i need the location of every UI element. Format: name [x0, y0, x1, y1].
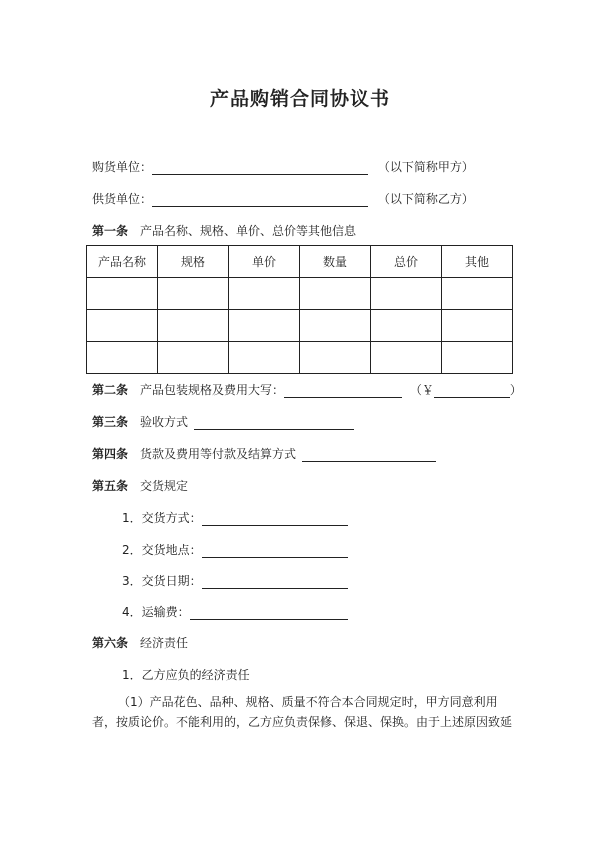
table-row	[87, 342, 513, 374]
buyer-note: （以下简称甲方）	[377, 160, 474, 174]
article-6-paragraph: （1）产品花色、品种、规格、质量不符合本合同规定时，甲方同意利用者，按质论价。不能利用的，乙方应负责保修、保退、保换。由于上述原因致延	[92, 695, 513, 729]
article-5-text: 交货规定	[140, 479, 189, 493]
article-2-paren-close: ）	[509, 383, 522, 397]
delivery-place-blank[interactable]	[202, 543, 348, 558]
delivery-place-field	[122, 541, 348, 558]
delivery-date-blank[interactable]	[202, 574, 348, 589]
table-cell[interactable]	[158, 278, 229, 310]
article-6-text: 经济责任	[140, 636, 189, 650]
delivery-method-field	[122, 509, 348, 526]
product-info-table	[86, 245, 513, 374]
delivery-method-blank[interactable]	[202, 511, 348, 526]
article-1-number: 第一条	[92, 224, 129, 238]
buyer-label: 购货单位：	[92, 160, 153, 174]
table-cell[interactable]	[371, 310, 442, 342]
table-cell[interactable]	[229, 310, 300, 342]
article-4	[92, 445, 436, 462]
article-2-paren-open: （￥	[409, 383, 434, 397]
table-cell[interactable]	[87, 310, 158, 342]
article-2	[92, 381, 522, 398]
table-cell[interactable]	[87, 342, 158, 374]
table-row	[87, 278, 513, 310]
table-header-cell: 数量	[300, 246, 371, 278]
table-cell[interactable]	[300, 310, 371, 342]
table-cell[interactable]	[371, 278, 442, 310]
article-4-text: 货款及费用等付款及结算方式	[140, 447, 297, 461]
table-cell[interactable]	[442, 342, 513, 374]
delivery-date-field	[122, 572, 348, 589]
table-header-cell: 单价	[229, 246, 300, 278]
article-1-text: 产品名称、规格、单价、总价等其他信息	[140, 224, 357, 238]
seller-label: 供货单位：	[92, 192, 153, 206]
seller-note: （以下简称乙方）	[377, 192, 474, 206]
table-cell[interactable]	[300, 342, 371, 374]
article-2-text: 产品包装规格及费用大写：	[140, 383, 285, 397]
article-5	[92, 477, 188, 494]
table-cell[interactable]	[300, 278, 371, 310]
table-header-cell: 总价	[371, 246, 442, 278]
article-3-number: 第三条	[92, 415, 129, 429]
article-2-number: 第二条	[92, 383, 129, 397]
table-cell[interactable]	[158, 342, 229, 374]
table-header-row	[87, 246, 513, 278]
article-6-number: 第六条	[92, 636, 129, 650]
table-cell[interactable]	[158, 310, 229, 342]
table-row	[87, 310, 513, 342]
article-5-number: 第五条	[92, 479, 129, 493]
article-6	[92, 634, 188, 651]
table-cell[interactable]	[229, 342, 300, 374]
table-header-cell: 其他	[442, 246, 513, 278]
delivery-method-label: 1．交货方式：	[122, 511, 202, 525]
table-header-cell: 产品名称	[87, 246, 158, 278]
article-6-subsection-1: 1．乙方应负的经济责任	[122, 668, 250, 682]
article-1	[92, 222, 356, 239]
table-cell[interactable]	[442, 310, 513, 342]
seller-blank[interactable]	[152, 192, 368, 207]
table-cell[interactable]	[87, 278, 158, 310]
freight-field	[122, 603, 348, 620]
article-3-text: 验收方式	[140, 415, 189, 429]
article-4-number: 第四条	[92, 447, 129, 461]
delivery-date-label: 3．交货日期：	[122, 574, 202, 588]
delivery-place-label: 2．交货地点：	[122, 543, 202, 557]
freight-label: 4．运输费：	[122, 605, 190, 619]
table-header-cell: 规格	[158, 246, 229, 278]
article-3-blank[interactable]	[194, 415, 354, 430]
table-cell[interactable]	[371, 342, 442, 374]
seller-field	[92, 190, 474, 207]
document-title: 产品购销合同协议书	[209, 88, 390, 110]
article-3	[92, 413, 354, 430]
table-cell[interactable]	[229, 278, 300, 310]
table-cell[interactable]	[442, 278, 513, 310]
article-2-amount-blank[interactable]	[284, 383, 402, 398]
buyer-field	[92, 158, 474, 175]
article-4-blank[interactable]	[302, 447, 436, 462]
freight-blank[interactable]	[190, 605, 348, 620]
article-2-yuan-blank[interactable]	[434, 383, 510, 398]
buyer-blank[interactable]	[152, 160, 368, 175]
